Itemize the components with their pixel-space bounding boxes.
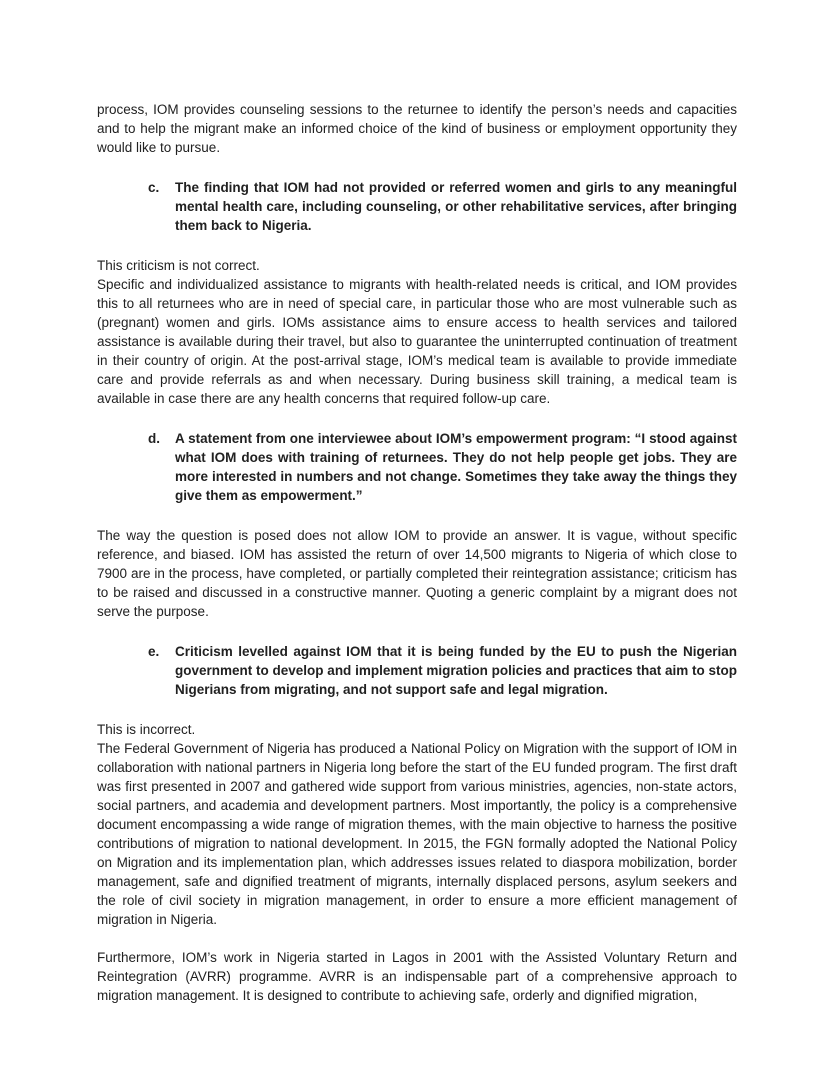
list-item-e-text: Criticism levelled against IOM that it is being funded by the EU to push the Nigerian government to develop and implement migration policies and practices that aim to stop Nigerians from migrating, and not support safe and legal migration. [175,644,737,697]
list-item-d-text: A statement from one interviewee about IOM’s empowerment program: “I stood against what IOM does with training of returnees. They do not help people get jobs. They are more interested in numbers and not change. Sometimes they take away the things they give them as empowerment.” [175,431,737,503]
closing-paragraph: Furthermore, IOM’s work in Nigeria started in Lagos in 2001 with the Assisted Voluntary Return and Reintegration (AVRR) programme. AVRR is an indispensable part of a comprehensive approach to migration management. It is designed to contribute to achieving safe, orderly and dignified migration, [97,950,737,1003]
list-item-e [97,642,737,699]
list-item-c-text: The finding that IOM had not provided or referred women and girls to any meaningful mental health care, including counseling, or other rehabilitative services, after bringing them back to Nigeria. [175,180,737,233]
list-item-c [97,178,737,235]
list-item-d [97,429,737,505]
list-marker-e: e. [148,644,160,659]
list-marker-c: c. [148,180,160,195]
response-d-body: The way the question is posed does not allow IOM to provide an answer. It is vague, without specific reference, and biased. IOM has assisted the return of over 14,500 migrants to Nigeria of which close to 7900 are in the process, have completed, or partially completed their reintegration assistance; criticism has to be raised and discussed in a constructive manner. Quoting a generic complaint by a migrant does not serve the purpose. [97,528,737,619]
response-c-body: Specific and individualized assistance to migrants with health-related needs is critical, and IOM provides this to all returnees who are in need of special care, in particular those who are most vulnerable such as (pregnant) women and girls. IOMs assistance aims to ensure access to health services and tailored assistance is available during their travel, but also to guarantee the uninterrupted continuation of treatment in their country of origin. At the post-arrival stage, IOM’s medical team is available to provide immediate care and provide referrals as and when necessary. During business skill training, a medical team is available in case there are any health concerns that required follow-up care. [97,277,737,406]
response-c-lead: This criticism is not correct. [97,258,260,273]
intro-paragraph: process, IOM provides counseling sessions to the returnee to identify the person’s needs and capacities and to help the migrant make an informed choice of the kind of business or employment opportunity they would like to pursue. [97,102,737,155]
response-e-lead: This is incorrect. [97,722,196,737]
response-e-body: The Federal Government of Nigeria has produced a National Policy on Migration with the support of IOM in collaboration with national partners in Nigeria long before the start of the EU funded program. The first draft was first presented in 2007 and gathered wide support from various ministries, agencies, non-state actors, social partners, and academia and development partners. Most importantly, the policy is a comprehensive document encompassing a wide range of migration themes, with the main objective to harness the positive contributions of migration to national development. In 2015, the FGN formally adopted the National Policy on Migration and its implementation plan, which addresses issues related to diaspora mobilization, border management, safe and dignified treatment of migrants, internally displaced persons, asylum seekers and the role of civil society in migration management, in order to ensure a more efficient management of migration in Nigeria. [97,741,737,927]
list-marker-d: d. [148,431,160,446]
